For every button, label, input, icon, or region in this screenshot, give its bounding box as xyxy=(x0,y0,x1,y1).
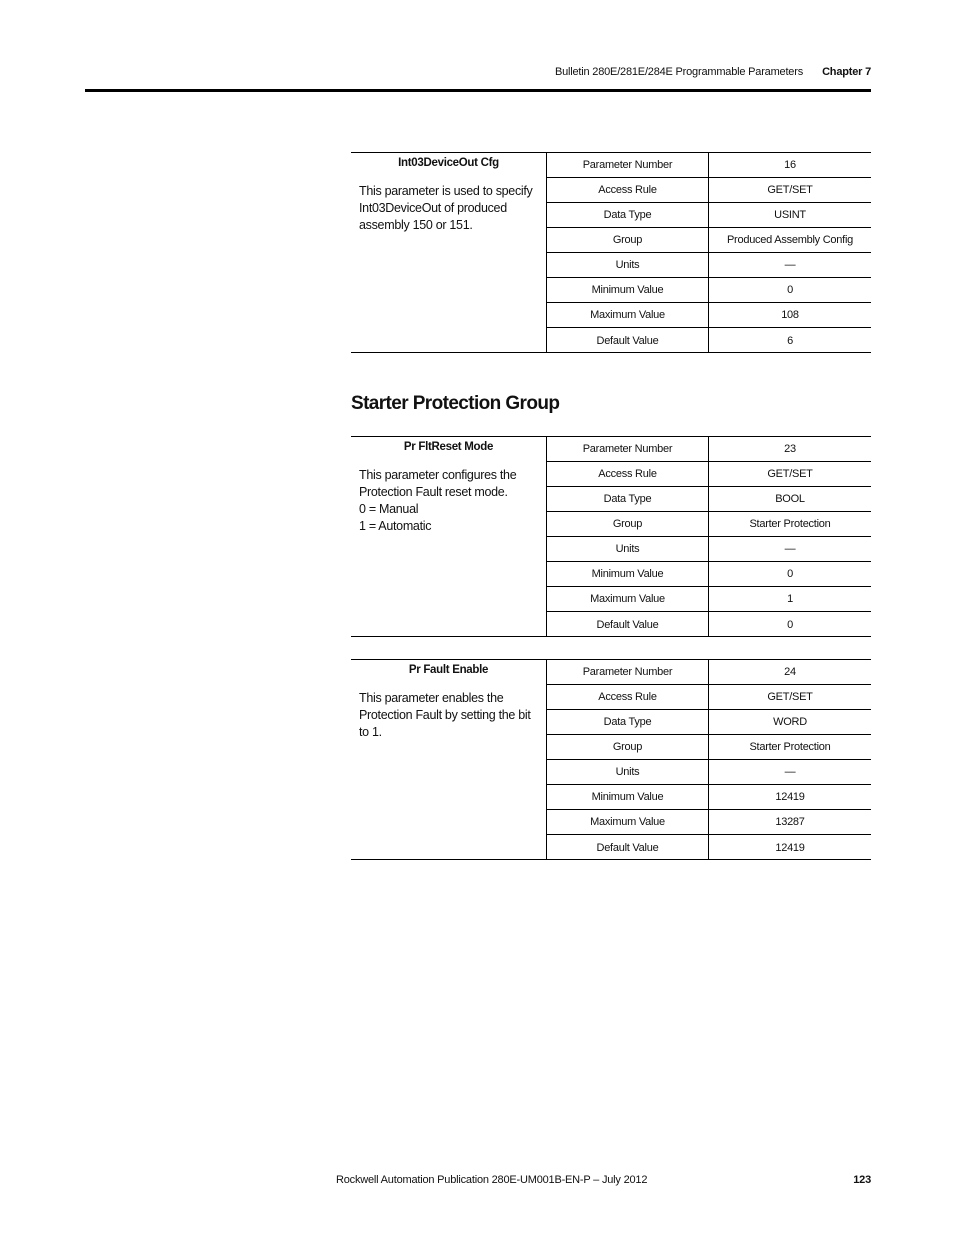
attribute-value: Starter Protection xyxy=(749,741,831,753)
attribute-label: Minimum Value xyxy=(547,785,709,809)
table-row xyxy=(547,612,871,637)
table-row xyxy=(547,487,871,512)
attribute-label: Group xyxy=(547,735,709,759)
parameter-name: Pr Fault Enable xyxy=(408,664,489,676)
attribute-label: Maximum Value xyxy=(547,810,709,834)
attribute-value: 108 xyxy=(781,309,799,321)
attribute-label: Parameter Number xyxy=(547,153,709,177)
attribute-label: Group xyxy=(547,512,709,536)
table-row xyxy=(547,562,871,587)
attribute-value: — xyxy=(784,543,796,555)
attribute-label: Group xyxy=(547,228,709,252)
parameter-description: This parameter configures the Protection Fault reset mode. 0 = Manual 1 = Automatic xyxy=(359,468,517,533)
parameter-attributes xyxy=(547,437,871,636)
publication-info: Rockwell Automation Publication 280E-UM001B-EN-P – July 2012 xyxy=(336,1174,648,1186)
attribute-value: 13287 xyxy=(775,816,805,828)
attribute-value: 16 xyxy=(784,159,796,171)
table-row xyxy=(547,587,871,612)
page-number: 123 xyxy=(853,1174,871,1186)
attribute-label: Parameter Number xyxy=(547,437,709,461)
attribute-label: Access Rule xyxy=(547,462,709,486)
table-row xyxy=(547,153,871,178)
table-row xyxy=(547,685,871,710)
attribute-value: 6 xyxy=(787,334,793,347)
attribute-value: 1 xyxy=(787,593,793,605)
header-chapter: Chapter 7 xyxy=(822,66,871,78)
attribute-label: Default Value xyxy=(547,328,709,353)
attribute-value: 0 xyxy=(787,568,793,580)
table-row xyxy=(547,328,871,353)
table-row xyxy=(547,253,871,278)
table-row xyxy=(547,660,871,685)
parameter-description-cell xyxy=(351,153,547,352)
attribute-label: Data Type xyxy=(547,203,709,227)
attribute-label: Parameter Number xyxy=(547,660,709,684)
table-row xyxy=(547,303,871,328)
attribute-value: GET/SET xyxy=(767,468,813,480)
attribute-value: 12419 xyxy=(775,841,805,854)
table-row xyxy=(547,512,871,537)
attribute-label: Access Rule xyxy=(547,685,709,709)
parameter-table-pr-fault-enable xyxy=(351,659,871,860)
attribute-label: Maximum Value xyxy=(547,303,709,327)
attribute-value: 0 xyxy=(787,618,793,631)
page-header xyxy=(0,66,871,84)
parameter-description: This parameter is used to specify Int03DeviceOut of produced assembly 150 or 151. xyxy=(359,184,533,232)
table-row xyxy=(547,462,871,487)
attribute-value: Starter Protection xyxy=(749,518,831,530)
attribute-value: BOOL xyxy=(775,493,805,505)
attribute-label: Units xyxy=(547,537,709,561)
attribute-label: Maximum Value xyxy=(547,587,709,611)
attribute-label: Minimum Value xyxy=(547,562,709,586)
page-footer xyxy=(0,1174,871,1192)
attribute-label: Units xyxy=(547,253,709,277)
parameter-description-cell xyxy=(351,437,547,636)
table-row xyxy=(547,810,871,835)
table-row xyxy=(547,785,871,810)
table-row xyxy=(547,228,871,253)
table-row xyxy=(547,760,871,785)
attribute-label: Data Type xyxy=(547,487,709,511)
parameter-table-pr-fltreset-mode xyxy=(351,436,871,637)
attribute-label: Access Rule xyxy=(547,178,709,202)
attribute-value: — xyxy=(784,766,796,778)
table-row xyxy=(547,203,871,228)
table-row xyxy=(547,278,871,303)
section-title: Starter Protection Group xyxy=(351,393,560,414)
attribute-value: WORD xyxy=(773,716,807,728)
header-rule xyxy=(85,89,871,92)
parameter-attributes xyxy=(547,660,871,859)
parameter-table-int03deviceout-cfg xyxy=(351,152,871,353)
attribute-value: GET/SET xyxy=(767,184,813,196)
parameter-attributes xyxy=(547,153,871,352)
parameter-name: Pr FltReset Mode xyxy=(403,441,494,453)
parameter-description-cell xyxy=(351,660,547,859)
attribute-label: Minimum Value xyxy=(547,278,709,302)
table-row xyxy=(547,735,871,760)
attribute-value: 23 xyxy=(784,443,796,455)
header-title: Bulletin 280E/281E/284E Programmable Parameters xyxy=(554,66,803,78)
table-row xyxy=(547,835,871,860)
attribute-value: Produced Assembly Config xyxy=(726,234,854,246)
attribute-value: GET/SET xyxy=(767,691,813,703)
table-row xyxy=(547,537,871,562)
parameter-description: This parameter enables the Protection Fault by setting the bit to 1. xyxy=(359,691,531,739)
attribute-value: 12419 xyxy=(775,791,805,803)
table-row xyxy=(547,710,871,735)
attribute-value: — xyxy=(784,259,796,271)
attribute-label: Default Value xyxy=(547,835,709,860)
attribute-label: Units xyxy=(547,760,709,784)
attribute-value: 24 xyxy=(784,666,796,678)
table-row xyxy=(547,437,871,462)
attribute-value: 0 xyxy=(787,284,793,296)
table-row xyxy=(547,178,871,203)
attribute-label: Data Type xyxy=(547,710,709,734)
parameter-name: Int03DeviceOut Cfg xyxy=(398,157,499,169)
attribute-value: USINT xyxy=(774,209,806,221)
attribute-label: Default Value xyxy=(547,612,709,637)
